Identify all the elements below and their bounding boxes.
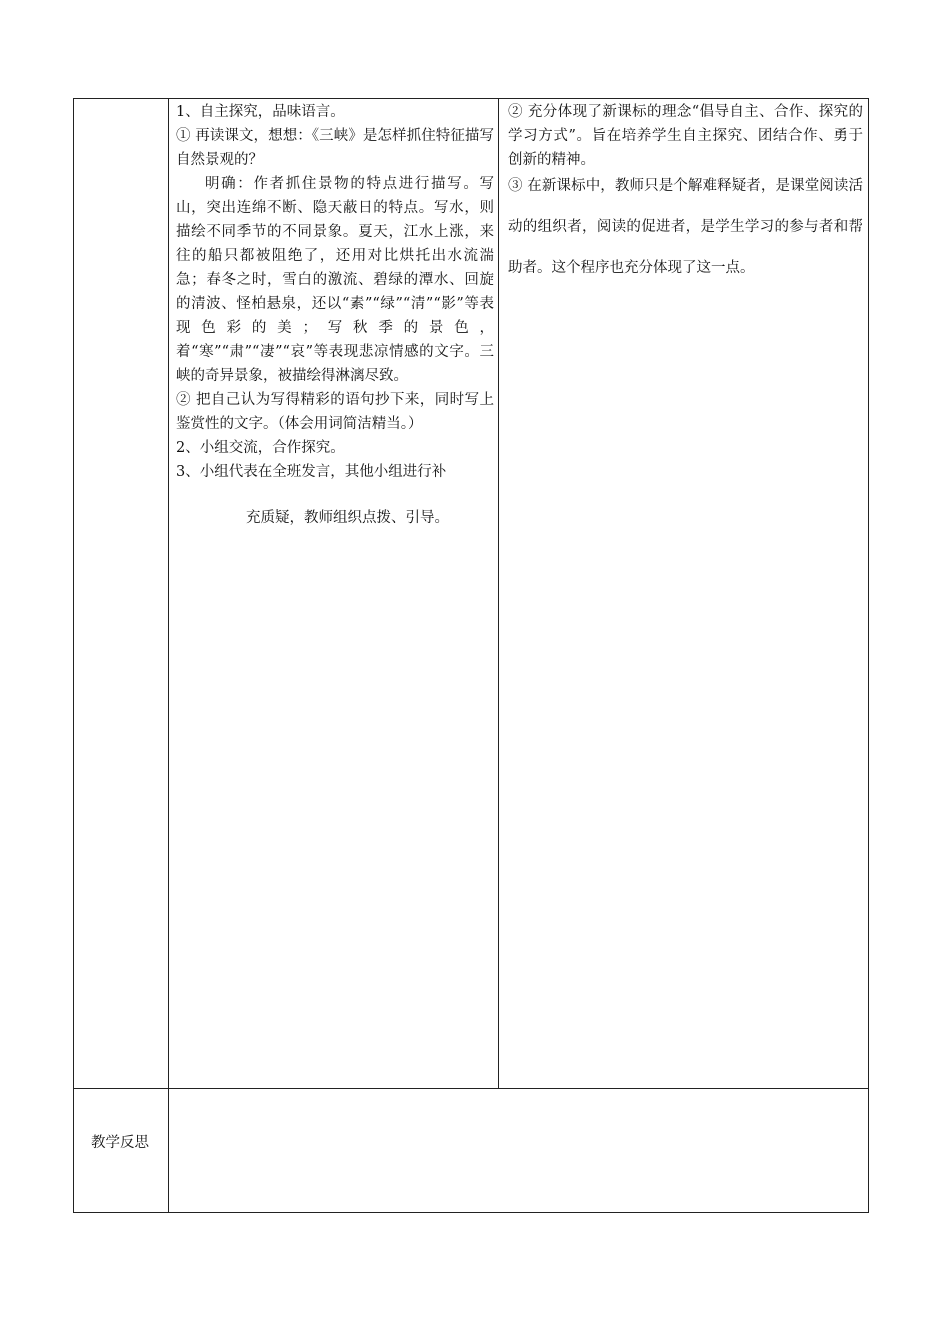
table-border-top [73, 98, 869, 99]
intent-2: ② 充分体现了新课标的理念“倡导自主、合作、探究的学习方式”。旨在培养学生自主探究、团结合作、勇于创新的精神。 [508, 104, 863, 168]
reflection-label: 教学反思 [91, 1135, 149, 1151]
step-3-continued: 充质疑，教师组织点拨、引导。 [246, 510, 449, 526]
step-3: 3、小组代表在全班发言，其他小组进行补 [176, 464, 447, 480]
answer-paragraph: 明确：作者抓住景物的特点进行描写。写山，突出连绵不断、隐天蔽日的特点。写水，则描绘不同季节的不同景象。夏天，江水上涨，来往的船只都被阻绝了，还用对比烘托出水流湍急；春冬之时，雪白的激流、碧绿的潭水、回旋的清波、怪柏悬泉，还以“素”“绿”“清”“影”等表现色彩的美；写秋季的景色，着“寒”“肃”“凄”“哀”等表现悲凉情感的文字。三峡的奇异景象，被描绘得淋漓尽致。 [176, 176, 494, 384]
column-divider-2 [498, 98, 499, 1088]
table-border-left [73, 98, 74, 1213]
intent-3: ③ 在新课标中，教师只是个解难释疑者，是课堂阅读活动的组织者，阅读的促进者，是学生学习的参与者和帮助者。这个程序也充分体现了这一点。 [508, 178, 863, 276]
question-2: ② 把自己认为写得精彩的语句抄下来，同时写上鉴赏性的文字。（体会用词简洁精当。） [176, 392, 494, 432]
column-divider-1 [168, 98, 169, 1213]
question-1: ① 再读课文，想想：《三峡》是怎样抓住特征描写自然景观的？ [176, 128, 494, 168]
table-border-bottom [73, 1212, 869, 1213]
row-divider [73, 1088, 869, 1089]
step-2: 2、小组交流，合作探究。 [176, 440, 345, 456]
lesson-plan-table [73, 98, 869, 1213]
teaching-process-cell [176, 100, 494, 530]
design-intent-cell [508, 100, 863, 289]
table-border-right [868, 98, 869, 1213]
step-1-heading: 1、自主探究，品味语言。 [176, 104, 345, 120]
